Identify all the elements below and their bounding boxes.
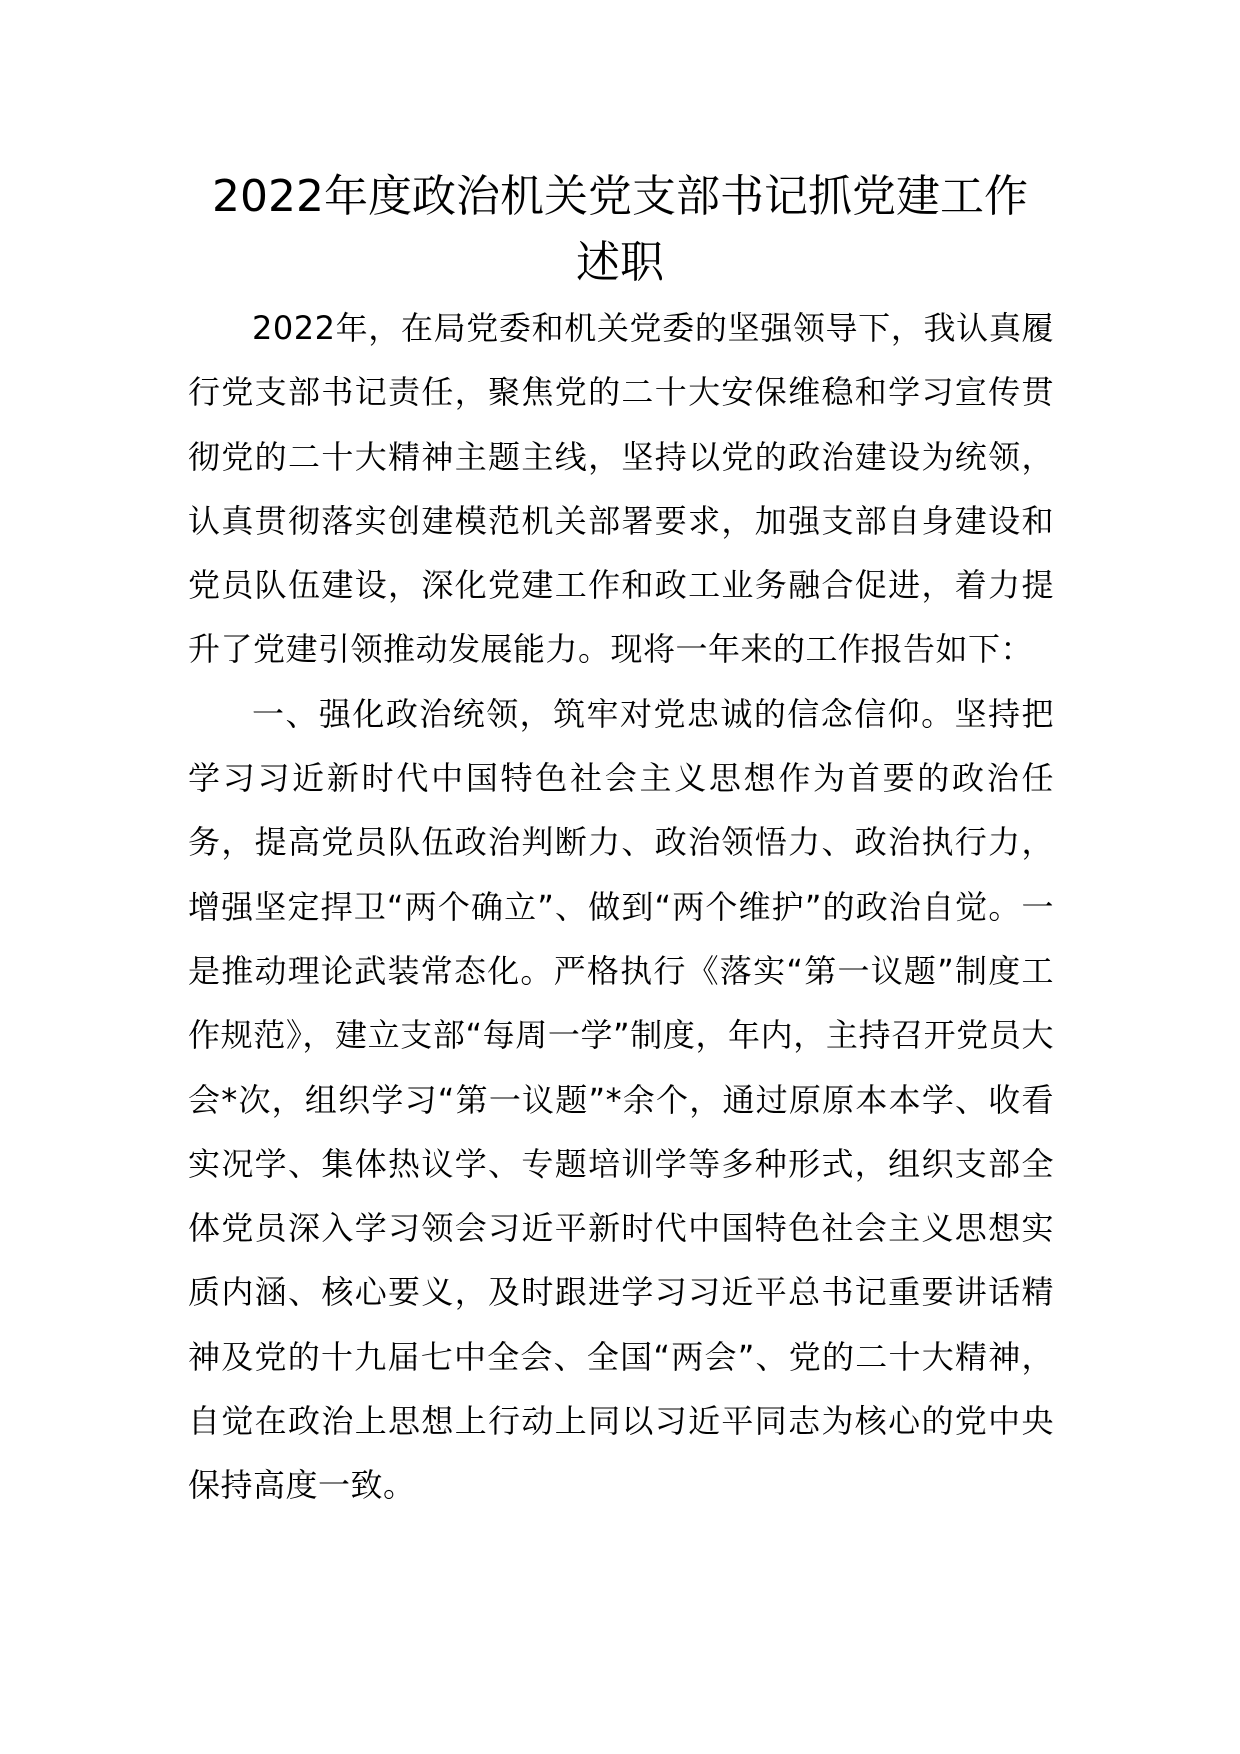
document-title-line-1: 2022年度政治机关党支部书记抓党建工作: [212, 171, 1028, 222]
paragraph-section-1: 一、强化政治统领，筑牢对党忠诚的信念信仰。坚持把学习习近新时代中国特色社会主义思想作为首要的政治任务，提高党员队伍政治判断力、政治领悟力、政治执行力，增强坚定捍卫“两个确立”、做到“两个维护”的政治自觉。一是推动理论武装常态化。严格执行《落实“第一议题”制度工作规范》，建立支部“每周一学”制度，年内，主持召开党员大会*次，组织学习“第一议题”*余个，通过原原本本学、收看实况学、集体热议学、专题培训学等多种形式，组织支部全体党员深入学习领会习近平新时代中国特色社会主义思想实质内涵、核心要义，及时跟进学习习近平总书记重要讲话精神及党的十九届七中全会、全国“两会”、党的二十大精神，自觉在政治上思想上行动上同以习近平同志为核心的党中央保持高度一致。: [188, 694, 1054, 1505]
document-title-line-2: 述职: [576, 237, 664, 288]
paragraph-intro: 2022年，在局党委和机关党委的坚强领导下，我认真履行党支部书记责任，聚焦党的二十大安保维稳和学习宣传贯彻党的二十大精神主题主线，坚持以党的政治建设为统领，认真贯彻落实创建模范机关部署要求，加强支部自身建设和党员队伍建设，深化党建工作和政工业务融合促进，着力提升了党建引领推动发展能力。现将一年来的工作报告如下：: [188, 309, 1054, 669]
document-body: [188, 296, 1054, 1518]
